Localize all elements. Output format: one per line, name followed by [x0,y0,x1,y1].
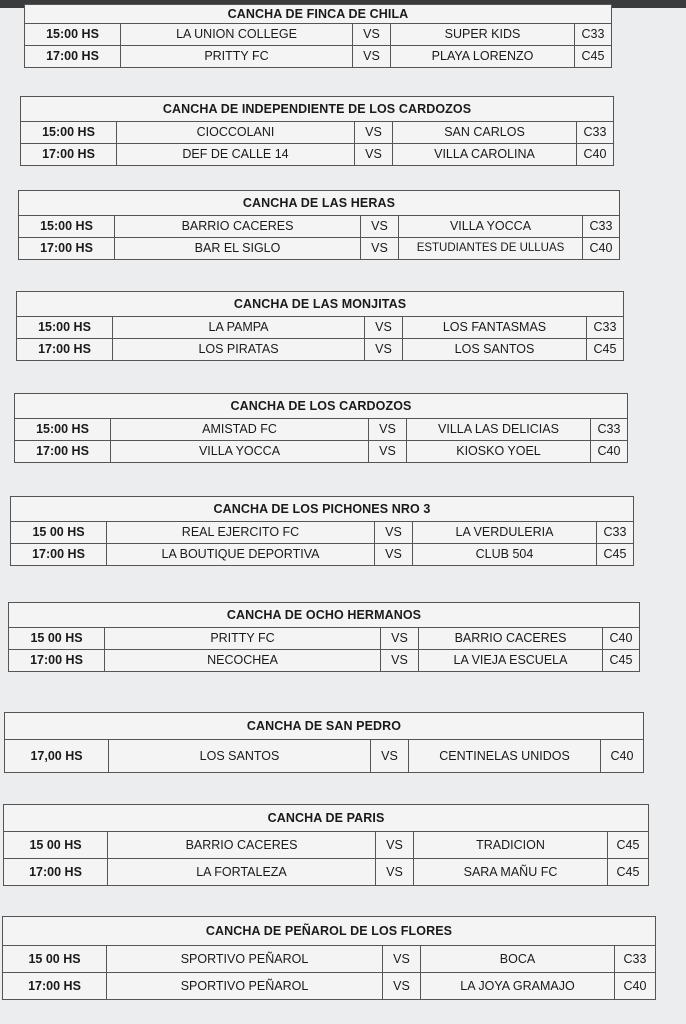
match-time: 15 00 HS [3,946,107,972]
category-label: C45 [581,49,605,63]
match-time: 17:00 HS [19,238,115,259]
away-team: ESTUDIANTES DE ULLUAS [399,238,583,259]
versus-label: VS [383,973,421,999]
match-time: 15 00 HS [4,832,108,858]
category-label: C40 [609,631,633,645]
venue-title: CANCHA DE LAS HERAS [19,191,619,216]
match-row [3,946,655,973]
home-team: LA PAMPA [113,317,365,338]
away-team: CENTINELAS UNIDOS [409,740,601,772]
home-team: BAR EL SIGLO [115,238,361,259]
versus-label: VS [376,832,414,858]
away-team: VILLA YOCCA [399,216,583,237]
match-time: 15:00 HS [15,419,111,440]
home-team: DEF DE CALLE 14 [117,144,355,165]
venue-title: CANCHA DE PEÑAROL DE LOS FLORES [3,917,655,946]
venue-title: CANCHA DE OCHO HERMANOS [9,603,639,628]
match-time: 17:00 HS [11,544,107,565]
venue-block [18,190,620,260]
away-team: VILLA LAS DELICIAS [407,419,591,440]
match-row [11,544,633,565]
versus-label: VS [375,544,413,565]
match-row [25,24,611,46]
match-row [19,216,619,238]
away-team: VILLA CAROLINA [393,144,577,165]
home-team: PRITTY FC [105,628,381,649]
match-time: 17:00 HS [21,144,117,165]
match-time: 17:00 HS [4,859,108,885]
venue-block [20,96,614,166]
match-time: 15:00 HS [25,24,121,45]
venue-block [8,602,640,672]
match-row [15,441,627,462]
away-team: CLUB 504 [413,544,597,565]
versus-label: VS [365,317,403,338]
match-time: 15:00 HS [21,122,117,143]
versus-label: VS [355,144,393,165]
home-team: SPORTIVO PEÑAROL [107,973,383,999]
category-label: C40 [583,147,607,161]
match-row [9,650,639,671]
home-team: NECOCHEA [105,650,381,671]
home-team: AMISTAD FC [111,419,369,440]
versus-label: VS [361,238,399,259]
venue-title: CANCHA DE INDEPENDIENTE DE LOS CARDOZOS [21,97,613,122]
category-label: C45 [616,865,640,879]
match-time: 17:00 HS [25,46,121,67]
match-row [21,144,613,165]
venue-title: CANCHA DE LOS PICHONES NRO 3 [11,497,633,522]
venue-block [24,4,612,68]
venue-title: CANCHA DE LOS CARDOZOS [15,394,627,419]
venue-block [16,291,624,361]
venue-title: CANCHA DE FINCA DE CHILA [25,5,611,24]
category-label: C40 [597,444,621,458]
match-row [17,317,623,339]
versus-label: VS [376,859,414,885]
away-team: LOS FANTASMAS [403,317,587,338]
match-time: 15 00 HS [9,628,105,649]
versus-label: VS [365,339,403,360]
category-label: C40 [623,979,647,993]
category-label: C40 [610,749,634,763]
match-row [25,46,611,67]
match-row [15,419,627,441]
match-time: 17:00 HS [9,650,105,671]
versus-label: VS [375,522,413,543]
away-team: SUPER KIDS [391,24,575,45]
home-team: BARRIO CACERES [108,832,376,858]
home-team: REAL EJERCITO FC [107,522,375,543]
versus-label: VS [355,122,393,143]
versus-label: VS [353,46,391,67]
versus-label: VS [361,216,399,237]
match-time: 15:00 HS [19,216,115,237]
category-label: C33 [597,422,621,436]
away-team: LA VERDULERIA [413,522,597,543]
match-row [19,238,619,259]
away-team: LA VIEJA ESCUELA [419,650,603,671]
versus-label: VS [381,628,419,649]
category-label: C33 [623,952,647,966]
home-team: BARRIO CACERES [115,216,361,237]
match-row [11,522,633,544]
home-team: VILLA YOCCA [111,441,369,462]
venue-title: CANCHA DE PARIS [4,805,648,832]
match-time: 15 00 HS [11,522,107,543]
versus-label: VS [369,441,407,462]
venue-block [2,916,656,1000]
category-label: C33 [593,320,617,334]
venue-title: CANCHA DE LAS MONJITAS [17,292,623,317]
match-time: 17:00 HS [15,441,111,462]
match-row [9,628,639,650]
home-team: LA FORTALEZA [108,859,376,885]
away-team: BARRIO CACERES [419,628,603,649]
match-time: 17,00 HS [5,740,109,772]
category-label: C40 [589,241,613,255]
category-label: C45 [609,653,633,667]
venue-block [3,804,649,886]
category-label: C33 [581,27,605,41]
category-label: C45 [593,342,617,356]
home-team: SPORTIVO PEÑAROL [107,946,383,972]
match-row [21,122,613,144]
match-time: 17:00 HS [3,973,107,999]
away-team: LA JOYA GRAMAJO [421,973,615,999]
away-team: SARA MAÑU FC [414,859,608,885]
match-row [17,339,623,360]
away-team: BOCA [421,946,615,972]
category-label: C45 [603,547,627,561]
away-team: KIOSKO YOEL [407,441,591,462]
away-team: SAN CARLOS [393,122,577,143]
home-team: CIOCCOLANI [117,122,355,143]
venue-block [14,393,628,463]
category-label: C33 [583,125,607,139]
home-team: LOS PIRATAS [113,339,365,360]
home-team: LA UNION COLLEGE [121,24,353,45]
match-time: 15:00 HS [17,317,113,338]
category-label: C33 [603,525,627,539]
home-team: PRITTY FC [121,46,353,67]
versus-label: VS [353,24,391,45]
category-label: C45 [616,838,640,852]
home-team: LOS SANTOS [109,740,371,772]
match-row [4,832,648,859]
away-team: PLAYA LORENZO [391,46,575,67]
away-team: TRADICION [414,832,608,858]
venue-title: CANCHA DE SAN PEDRO [5,713,643,740]
home-team: LA BOUTIQUE DEPORTIVA [107,544,375,565]
venue-block [10,496,634,566]
match-row [4,859,648,885]
away-team: LOS SANTOS [403,339,587,360]
versus-label: VS [381,650,419,671]
versus-label: VS [383,946,421,972]
match-row [3,973,655,999]
venue-block [4,712,644,773]
match-row [5,740,643,772]
versus-label: VS [369,419,407,440]
category-label: C33 [589,219,613,233]
match-time: 17:00 HS [17,339,113,360]
versus-label: VS [371,740,409,772]
